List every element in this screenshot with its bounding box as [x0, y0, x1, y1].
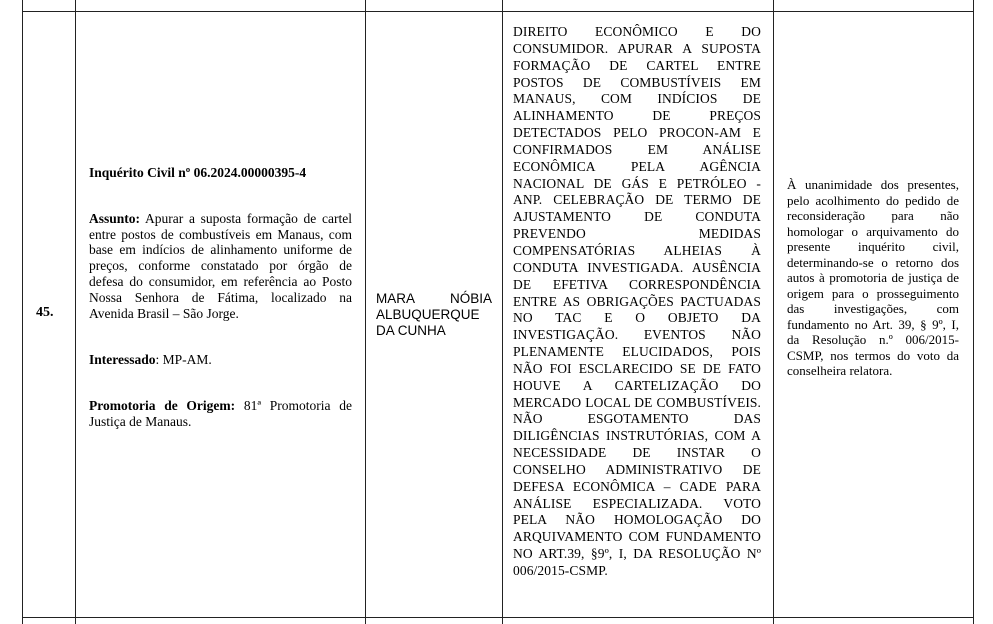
column-divider-1 [75, 0, 76, 624]
case-summary: DIREITO ECONÔMICO E DO CONSUMIDOR. APURAR A SUPOSTA FORMAÇÃO DE CARTEL ENTRE POSTOS DE COMBUSTÍVEIS EM MANAUS, COM INDÍCIOS DE ALINHAMENTO DE PREÇOS DETECTADOS PELO PROCON-AM E CONFIRMADOS EM ANÁLISE ECONÔMICA PELA AGÊNCIA NACIONAL DE GÁS E PETRÓLEO - ANP. CELEBRAÇÃO DE TERMO DE AJUSTAMENTO DE CONDUTA PREVENDO MEDIDAS COMPENSATÓRIAS ALHEIAS À CONDUTA INVESTIGADA. AUSÊNCIA DE EFETIVA CORRESPONDÊNCIA ENTRE AS OBRIGAÇÕES PACTUADAS NO TAC E O OBJETO DA INVESTIGAÇÃO. EVENTOS NÃO PLENAMENTE ELUCIDADOS, POIS NÃO FOI ESCLARECIDO SE DE FATO HOUVE A CARTELIZAÇÃO DO MERCADO LOCAL DE COMBUSTÍVEIS. NÃO ESGOTAMENTO DAS DILIGÊNCIAS INSTRUTÓRIAS, COM A NECESSIDADE DE INSTAR O CONSELHO ADMINISTRATIVO DE DEFESA ECONÔMICA – CADE PARA ANÁLISE ESPECIALIZADA. VOTO PELA NÃO HOMOLOGAÇÃO DO ARQUIVAMENTO COM FUNDAMENTO NO ART.39, §9º, I, DA RESOLUÇÃO Nº 006/2015-CSMP. [513, 24, 761, 578]
inquiry-title: Inquérito Civil nº 06.2024.00000395-4 [89, 165, 307, 180]
row-number: 45. [36, 305, 54, 320]
row-top-border [22, 11, 973, 12]
subject-paragraph [89, 211, 352, 322]
column-divider-2 [365, 0, 366, 624]
table-border-right [973, 0, 974, 624]
origin-paragraph [89, 398, 352, 430]
table-border-left [22, 0, 23, 624]
subject-text: Apurar a suposta formação de cartel entre postos de combustíveis em Manaus, com base em indícios de alinhamento uniforme de preços, conforme constatado por órgão de defesa do consumidor, em referência ao Posto Nossa Senhora de Fátima, localizado na Avenida Brasil – São Jorge. [89, 210, 352, 321]
interested-label: Interessado [89, 352, 156, 368]
decision-text: À unanimidade dos presentes, pelo acolhimento do pedido de reconsideração para não homologar o arquivamento do presente inquérito civil, determinando-se o retorno dos autos à promotoria de justiça de origem para o prosseguimento das investigações, com fundamento no Art. 39, § 9º, I, da Resolução n.º 006/2015-CSMP, nos termos do voto da conselheira relatora. [787, 177, 959, 378]
origin-text: 81ª Promotoria de Justiça de Manaus. [89, 398, 352, 429]
inquiry-details [89, 165, 352, 430]
interested-text: : MP-AM. [155, 352, 212, 368]
column-divider-4 [773, 0, 774, 624]
column-divider-3 [502, 0, 503, 624]
counselor-name: MARA NÓBIA ALBUQUERQUE DA CUNHA [376, 291, 492, 338]
row-bottom-border [22, 617, 973, 618]
interested-paragraph [89, 352, 352, 368]
subject-label: Assunto: [89, 210, 141, 226]
origin-label: Promotoria de Origem: [89, 398, 236, 414]
